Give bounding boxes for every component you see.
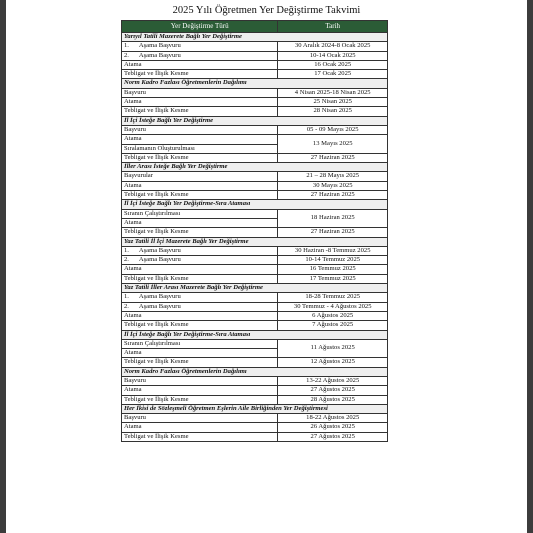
row-date: 18-28 Temmuz 2025 [278,293,388,302]
table-row [122,98,388,107]
table-row [122,339,388,348]
row-label: Tebligat ve İlişik Kesme [122,321,278,330]
row-date: 30 Aralık 2024-8 Ocak 2025 [278,42,388,51]
section-header-row [122,284,388,293]
row-date: 30 Mayıs 2025 [278,181,388,190]
row-label: Atama [122,135,278,144]
row-date: 13-22 Ağustos 2025 [278,376,388,385]
row-date: 12 Ağustos 2025 [278,358,388,367]
section-title: Yaz Tatili İller Arası Mazerete Bağlı Yer Değiştirme [122,284,388,293]
table-row [122,386,388,395]
section-title: İl İçi İsteğe Bağlı Yer Değiştirme-Sıra Ataması [122,330,388,339]
table-row [122,88,388,97]
row-date: 18-22 Ağustos 2025 [278,414,388,423]
section-title: Norm Kadro Fazlası Öğretmenlerin Dağılımı [122,79,388,88]
section-title: İl İçi İsteğe Bağlı Yer Değiştirme-Sıra Ataması [122,200,388,209]
row-date: 21 – 28 Mayıs 2025 [278,172,388,181]
row-label: Sıralamanın Oluşturulması [122,144,278,153]
table-row [122,153,388,162]
table-row [122,293,388,302]
header-date: Tarih [278,21,388,33]
row-label: 1. Aşama Başvuru [122,293,278,302]
section-header-row [122,33,388,42]
row-date: 13 Mayıs 2025 [278,135,388,154]
row-date: 18 Haziran 2025 [278,209,388,228]
table-row [122,209,388,218]
schedule-table [121,20,388,442]
row-label: Başvuru [122,88,278,97]
row-label: Atama [122,181,278,190]
row-label: 1. Aşama Başvuru [122,246,278,255]
section-title: İl İçi İsteğe Bağlı Yer Değiştirme [122,116,388,125]
row-date: 28 Ağustos 2025 [278,395,388,404]
row-date: 10-14 Ocak 2025 [278,51,388,60]
table-row [122,172,388,181]
row-label: Sıranın Çalıştırılması [122,339,278,348]
section-header-row [122,237,388,246]
table-row [122,395,388,404]
section-header-row [122,116,388,125]
row-label: Atama [122,386,278,395]
row-date: 27 Ağustos 2025 [278,432,388,441]
table-row [122,246,388,255]
row-label: Başvuru [122,414,278,423]
section-title: İller Arası İsteğe Bağlı Yer Değiştirme [122,163,388,172]
row-label: Tebligat ve İlişik Kesme [122,274,278,283]
row-label: Tebligat ve İlişik Kesme [122,153,278,162]
row-label: Atama [122,218,278,227]
row-date: 28 Nisan 2025 [278,107,388,116]
section-title: Norm Kadro Fazlası Öğretmenlerin Dağılımı [122,367,388,376]
row-date: 30 Haziran -8 Temmuz 2025 [278,246,388,255]
row-date: 27 Haziran 2025 [278,153,388,162]
table-row [122,358,388,367]
section-header-row [122,79,388,88]
row-label: 1. Aşama Başvuru [122,42,278,51]
row-label: Tebligat ve İlişik Kesme [122,432,278,441]
row-date: 27 Ağustos 2025 [278,386,388,395]
row-label: Atama [122,349,278,358]
section-header-row [122,200,388,209]
table-row [122,181,388,190]
row-date: 6 Ağustos 2025 [278,311,388,320]
row-label: Başvuru [122,376,278,385]
table-row [122,107,388,116]
section-title: Yarıyıl Tatili Mazerete Bağlı Yer Değiştirme [122,33,388,42]
table-row [122,414,388,423]
table-row [122,135,388,144]
section-header-row [122,367,388,376]
row-date: 30 Temmuz - 4 Ağustos 2025 [278,302,388,311]
row-date: 11 Ağustos 2025 [278,339,388,358]
table-row [122,191,388,200]
row-label: Atama [122,265,278,274]
row-date: 7 Ağustos 2025 [278,321,388,330]
row-label: Atama [122,423,278,432]
table-row [122,70,388,79]
document-page [6,0,527,533]
row-label: 2. Aşama Başvuru [122,51,278,60]
table-row [122,228,388,237]
row-date: 26 Ağustos 2025 [278,423,388,432]
table-row [122,265,388,274]
row-date: 05 - 09 Mayıs 2025 [278,125,388,134]
table-header-row [122,21,388,33]
row-date: 16 Ocak 2025 [278,60,388,69]
table-row [122,321,388,330]
row-date: 4 Nisan 2025-18 Nisan 2025 [278,88,388,97]
row-label: Tebligat ve İlişik Kesme [122,107,278,116]
row-date: 17 Temmuz 2025 [278,274,388,283]
row-label: 2. Aşama Başvuru [122,256,278,265]
row-label: Başvuru [122,125,278,134]
section-title: Her İkisi de Sözleşmeli Öğretmen Eşlerin Aile Birliğinden Yer Değiştirmesi [122,404,388,413]
table-row [122,125,388,134]
section-title: Yaz Tatili İl İçi Mazerete Bağlı Yer Değiştirme [122,237,388,246]
table-row [122,432,388,441]
table-row [122,376,388,385]
table-row [122,256,388,265]
table-row [122,274,388,283]
row-label: Başvurular [122,172,278,181]
row-date: 10-14 Temmuz 2025 [278,256,388,265]
row-date: 16 Temmuz 2025 [278,265,388,274]
table-row [122,423,388,432]
row-label: Tebligat ve İlişik Kesme [122,395,278,404]
row-label: Tebligat ve İlişik Kesme [122,228,278,237]
row-date: 27 Haziran 2025 [278,191,388,200]
row-label: Atama [122,98,278,107]
table-row [122,60,388,69]
section-header-row [122,404,388,413]
row-label: Tebligat ve İlişik Kesme [122,191,278,200]
table-row [122,311,388,320]
row-label: 2. Aşama Başvuru [122,302,278,311]
row-label: Tebligat ve İlişik Kesme [122,70,278,79]
row-label: Atama [122,60,278,69]
table-body [122,33,388,442]
row-date: 17 Ocak 2025 [278,70,388,79]
table-row [122,302,388,311]
header-type: Yer Değiştirme Türü [122,21,278,33]
document-title: 2025 Yılı Öğretmen Yer Değiştirme Takvimi [172,5,361,16]
row-label: Atama [122,311,278,320]
row-date: 25 Nisan 2025 [278,98,388,107]
table-row [122,42,388,51]
section-header-row [122,330,388,339]
section-header-row [122,163,388,172]
row-label: Tebligat ve İlişik Kesme [122,358,278,367]
table-row [122,51,388,60]
row-date: 27 Haziran 2025 [278,228,388,237]
row-label: Sıranın Çalıştırılması [122,209,278,218]
